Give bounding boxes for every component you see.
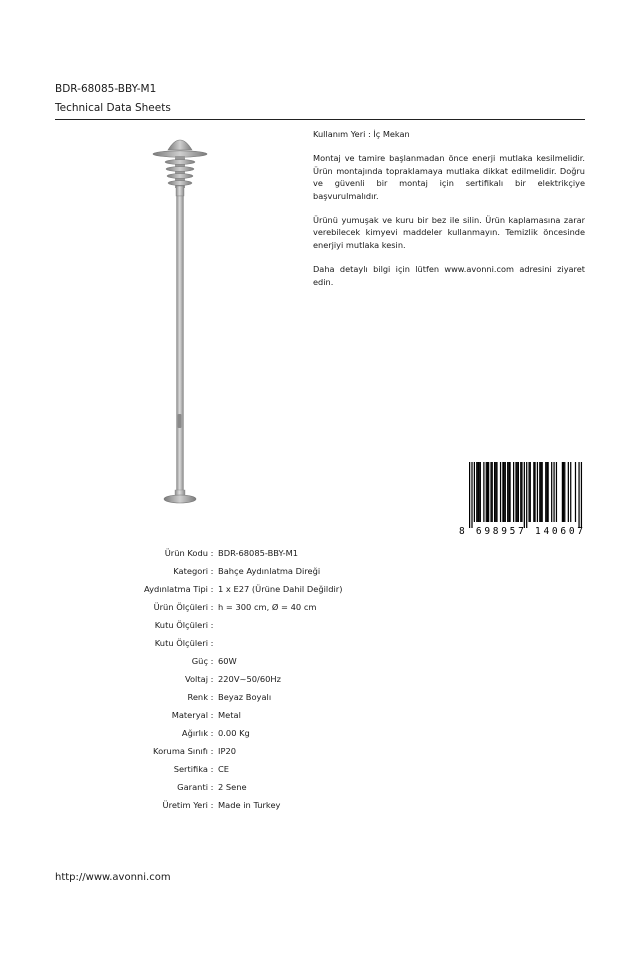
spec-separator: :	[210, 548, 214, 558]
spec-separator: :	[210, 710, 214, 720]
spec-row	[100, 742, 500, 760]
barcode-bar	[476, 462, 477, 522]
barcode-bar	[518, 462, 519, 522]
barcode-graphic	[458, 462, 584, 536]
usage-location: Kullanım Yeri : İç Mekan	[313, 129, 410, 139]
spec-label: Kutu Ölçüleri	[154, 620, 208, 630]
ean13-barcode	[458, 462, 584, 536]
barcode-bar	[503, 462, 504, 522]
spec-label: Kutu Ölçüleri	[154, 638, 208, 648]
spec-row	[100, 670, 500, 688]
barcode-bar	[578, 462, 579, 528]
spec-value: IP20	[218, 746, 237, 756]
spec-label: Üretim Yeri	[162, 800, 208, 810]
spec-label: Materyal	[171, 710, 208, 720]
barcode-bar	[495, 462, 496, 522]
spec-value: 1 x E27 (Ürüne Dahil Değildir)	[218, 584, 343, 594]
barcode-bar	[492, 462, 493, 522]
barcode-bar	[545, 462, 546, 522]
barcode-bar	[520, 462, 521, 522]
spec-label: Aydınlatma Tipi	[144, 584, 208, 594]
document-subtitle: Technical Data Sheets	[55, 102, 171, 114]
spec-value: Made in Turkey	[218, 800, 281, 810]
barcode-bar	[500, 462, 501, 522]
barcode-bar	[530, 462, 531, 522]
spec-separator: :	[210, 746, 214, 756]
barcode-bar	[534, 462, 535, 522]
spec-value: 2 Sene	[218, 782, 247, 792]
barcode-bar	[471, 462, 472, 528]
barcode-bar	[551, 462, 552, 522]
spec-label: Renk	[187, 692, 208, 702]
spec-row	[100, 634, 500, 652]
spec-value: h = 300 cm, Ø = 40 cm	[218, 602, 317, 612]
spec-label: Ürün Ölçüleri	[153, 602, 208, 612]
barcode-bar	[521, 462, 522, 522]
cleaning-paragraph: Ürünü yumuşak ve kuru bir bez ile silin. Ürün kaplamasına zarar verebilecek kimyevi maddeler kullanmayın. Temizlik öncesinde enerjiyi mutlaka kesin.	[313, 215, 585, 250]
barcode-bar	[575, 462, 576, 522]
spec-separator: :	[210, 764, 214, 774]
barcode-bar	[487, 462, 488, 522]
barcode-bar	[474, 462, 475, 522]
barcode-bar	[548, 462, 549, 522]
spec-value: CE	[218, 764, 230, 774]
spec-row	[100, 544, 500, 562]
spec-row	[100, 580, 500, 598]
spec-label: Ağırlık	[181, 728, 208, 738]
barcode-bar	[480, 462, 481, 522]
website-paragraph: Daha detaylı bilgi için lütfen www.avonni.com adresini ziyaret edin.	[313, 264, 585, 287]
barcode-bar	[507, 462, 508, 522]
barcode-bar	[539, 462, 540, 522]
spec-separator: :	[210, 692, 214, 702]
barcode-bar	[564, 462, 565, 522]
barcode-bar	[562, 462, 563, 522]
barcode-bar	[505, 462, 506, 522]
barcode-bar	[508, 462, 509, 522]
barcode-number: 8 698957 140607	[459, 526, 583, 536]
barcode-bar	[490, 462, 491, 522]
garden-lamp-post-image	[150, 132, 210, 512]
spec-separator: :	[210, 638, 214, 648]
spec-separator: :	[210, 620, 214, 630]
barcode-bar	[496, 462, 497, 522]
barcode-bar	[563, 462, 564, 522]
usage-info	[313, 128, 585, 300]
barcode-bar	[509, 462, 510, 522]
spec-row	[100, 706, 500, 724]
spec-row	[100, 598, 500, 616]
barcode-bar	[524, 462, 525, 528]
barcode-bar	[526, 462, 527, 528]
barcode-bar	[537, 462, 538, 522]
barcode-bar	[533, 462, 534, 522]
barcode-bar	[483, 462, 484, 522]
barcode-bar	[570, 462, 571, 522]
footer-url: http://www.avonni.com	[55, 872, 171, 883]
barcode-bar	[486, 462, 487, 522]
spec-label: Ürün Kodu	[164, 548, 208, 558]
spec-separator: :	[210, 728, 214, 738]
spec-separator: :	[210, 584, 214, 594]
barcode-bar	[494, 462, 495, 522]
spec-separator: :	[210, 782, 214, 792]
barcode-bar	[488, 462, 489, 522]
spec-table	[100, 544, 500, 814]
spec-value: Beyaz Boyalı	[218, 692, 272, 702]
barcode-bar	[556, 462, 557, 522]
spec-value	[216, 634, 500, 652]
spec-label: Sertifika	[173, 764, 208, 774]
barcode-bar	[517, 462, 518, 522]
spec-separator: :	[210, 602, 214, 612]
spec-separator: :	[210, 800, 214, 810]
barcode-bar	[581, 462, 582, 528]
barcode-bar	[469, 462, 470, 528]
spec-value	[216, 616, 500, 634]
safety-paragraph: Montaj ve tamire başlanmadan önce enerji mutlaka kesilmelidir. Ürün montajında topraklamaya mutlaka dikkat edilmelidir. Doğru ve güvenli bir montaj için sertifikalı bir elektrikçiye başvurulmalıdır.	[313, 153, 585, 201]
spec-label: Kategori	[173, 566, 208, 576]
spec-row	[100, 760, 500, 778]
spec-separator: :	[210, 566, 214, 576]
barcode-bar	[477, 462, 478, 522]
barcode-bar	[502, 462, 503, 522]
spec-separator: :	[210, 656, 214, 666]
spec-value: 0.00 Kg	[218, 728, 250, 738]
spec-value: BDR-68085-BBY-M1	[218, 548, 299, 558]
spec-label: Voltaj	[184, 674, 208, 684]
barcode-bar	[568, 462, 569, 522]
header-divider	[55, 119, 585, 120]
spec-row	[100, 778, 500, 796]
barcode-bar	[540, 462, 541, 522]
spec-row	[100, 688, 500, 706]
spec-value: Metal	[218, 710, 241, 720]
barcode-bar	[515, 462, 516, 522]
spec-label: Güç	[191, 656, 208, 666]
spec-row	[100, 796, 500, 814]
spec-row	[100, 616, 500, 634]
spec-value: 220V~50/60Hz	[218, 674, 281, 684]
spec-value: 60W	[218, 656, 237, 666]
spec-label: Koruma Sınıfı	[153, 746, 208, 756]
product-code-title: BDR-68085-BBY-M1	[55, 83, 157, 95]
spec-row	[100, 562, 500, 580]
spec-value: Bahçe Aydınlatma Direği	[218, 566, 321, 576]
barcode-bar	[479, 462, 480, 522]
barcode-bar	[528, 462, 529, 522]
barcode-bar	[542, 462, 543, 522]
spec-separator: :	[210, 674, 214, 684]
barcode-bar	[546, 462, 547, 522]
spec-row	[100, 724, 500, 742]
spec-label: Garanti	[177, 782, 208, 792]
spec-row	[100, 652, 500, 670]
barcode-bar	[553, 462, 554, 522]
barcode-bar	[513, 462, 514, 522]
document-header	[55, 82, 585, 120]
